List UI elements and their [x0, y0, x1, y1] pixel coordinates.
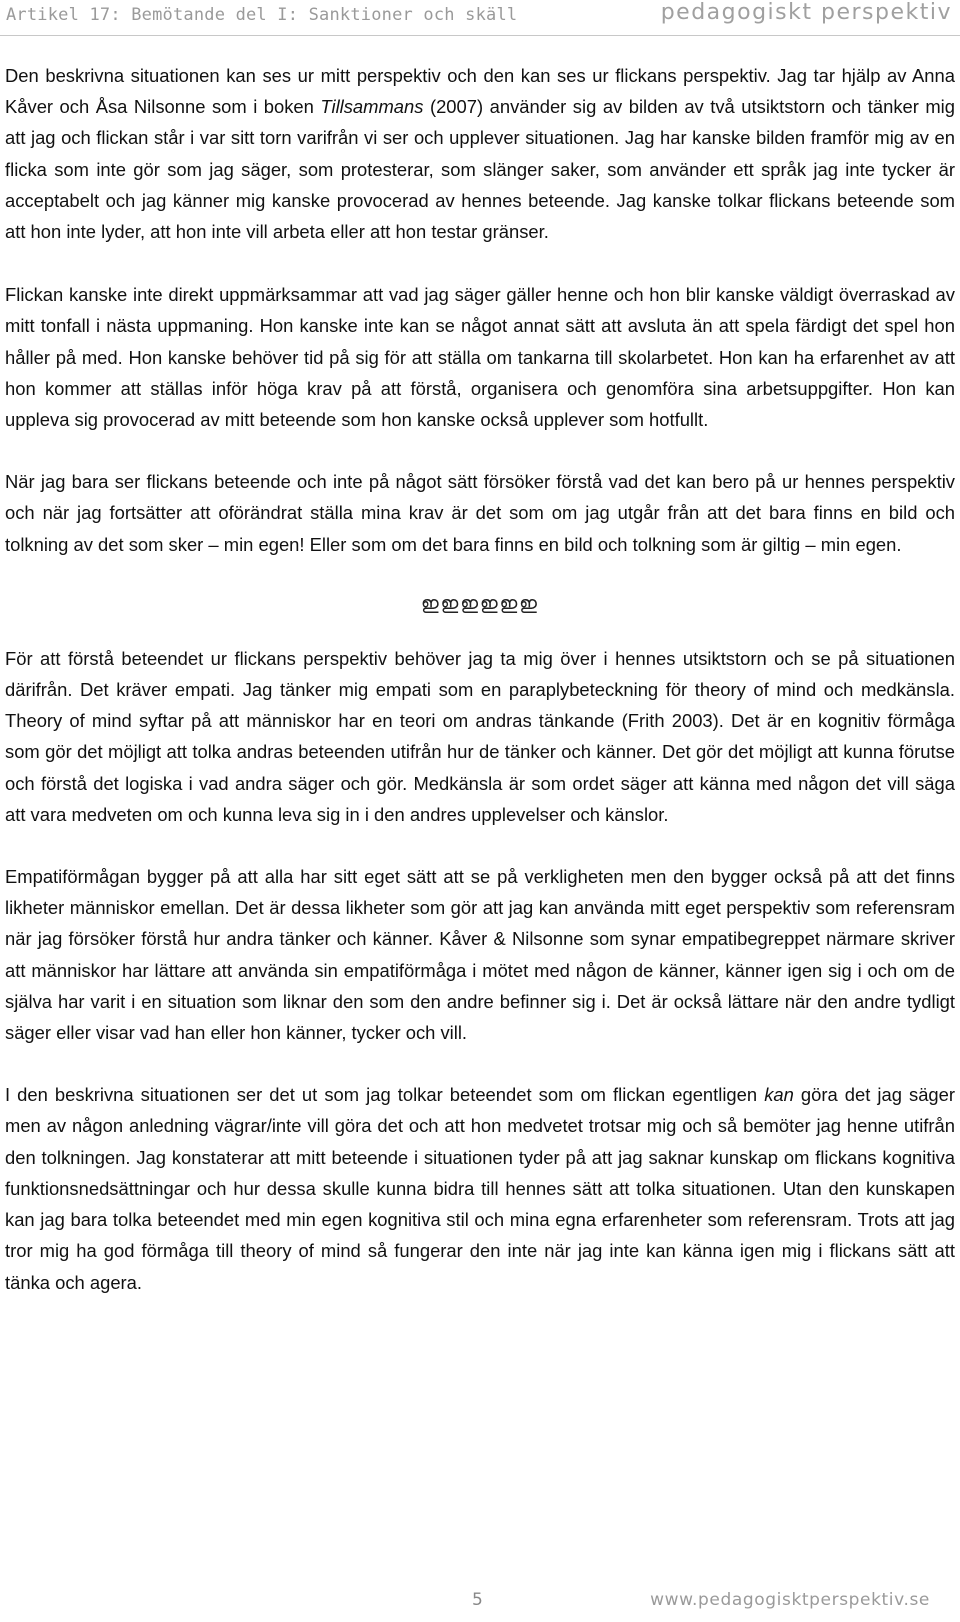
- emphasis: kan: [764, 1084, 794, 1106]
- paragraph: Empatiförmågan bygger på att alla har sitt eget sätt att se på verkligheten men den bygger också på att det finns likheter människor emellan. Det är dessa likheter som gör att jag kan använda mitt eget perspektiv som referensram när jag försöker förstå hur andra tänker och känner. Kåver & Nilsonne som synar empatibegreppet närmare skriver att människor har lättare att använda sin empatiförmåga i mötet med någon de känner, känner igen sig i och om de själva har varit i en situation som liknar den som den andre befinner sig i. Det är också lättare när den andre tydligt säger eller visar vad han eller hon känner, tycker och vill.: [5, 866, 955, 1044]
- paragraph: I den beskrivna situationen ser det ut som jag tolkar beteendet som om flickan egentligen kan göra det jag säger men av någon anledning vägrar/inte vill göra det och att hon medvetet trotsar mig och så bemöter jag henne utifrån den tolkningen. Jag konstaterar att mitt beteende i situationen tyder på att jag saknar kunskap om flickans kognitiva funktionsnedsättningar och hur dessa skulle kunna bidra till hennes sätt att tolka situationen. Utan den kunskapen kan jag bara tolka beteendet med min egen kognitiva stil och mina egna erfarenheter som referensram. Trots att jag tror mig ha god förmåga till theory of mind så fungerar den inte när jag inte kan känna igen mig i flickans sätt att tänka och agera.: [5, 1084, 956, 1293]
- brand-name: pedagogiskt perspektiv: [660, 0, 952, 25]
- paragraph: För att förstå beteendet ur flickans perspektiv behöver jag ta mig över i hennes utsiktstorn och se på situationen därifrån. Det kräver empati. Jag tänker mig empati som en paraplybeteckning för theory of mind och medkänsla. Theory of mind syftar på att människor har en teori om andras tänkande (Frith 2003). Det är en kognitiv förmåga som gör det möjligt att tolka andras beteenden utifrån hur de tänker och känner. Det gör det möjligt att kunna förutse och förstå det logiska i vad andra säger och gör. Medkänsla är som ordet säger att känna med någon det vill säga att vara medveten om och kunna leva sig in i den andres upplevelser och känslor.: [5, 647, 955, 825]
- page-footer: [0, 1588, 960, 1618]
- article-title: Artikel 17: Bemötande del I: Sanktioner och skäll: [6, 5, 518, 25]
- book-title: Tillsammans: [320, 96, 424, 118]
- website-url: www.pedagogisktperspektiv.se: [650, 1590, 930, 1610]
- header-divider: [0, 35, 960, 36]
- article-body: [5, 60, 955, 1329]
- paragraph: När jag bara ser flickans beteende och inte på något sätt försöker förstå vad det kan bero på ur hennes perspektiv och när jag fortsätter att oförändrat ställa mina krav är det som om jag utgår från att det bara finns en bild och tolkning av det som sker – min egen! Eller som om det bara finns en bild och tolkning som är giltig – min egen.: [5, 471, 955, 555]
- page-header: [0, 0, 960, 40]
- section-divider: ഇഇഇഇഇഇ: [421, 592, 539, 614]
- paragraph: Flickan kanske inte direkt uppmärksammar att vad jag säger gäller henne och hon blir kanske väldigt överraskad av mitt tonfall i nästa uppmaning. Hon kanske inte kan se något annat sätt att avsluta än att spela färdigt det spel hon håller på med. Hon kanske behöver tid på sig för att ställa om tankarna till skolarbetet. Hon kan ha erfarenhet av att hon kommer att ställas inför höga krav på att förstå, organisera och genomföra sina arbetsuppgifter. Hon kan uppleva sig provocerad av mitt beteende som hon kanske också upplever som hotfullt.: [5, 284, 955, 431]
- paragraph: Den beskrivna situationen kan ses ur mitt perspektiv och den kan ses ur flickans perspektiv. Jag tar hjälp av Anna Kåver och Åsa Nilsonne som i boken Tillsammans (2007) använder sig av bilden av två utsiktstorn och tänker mig att jag och flickan står i var sitt torn varifrån vi ser och upplever situationen. Jag har kanske bilden framför mig av en flicka som inte gör som jag säger, som protesterar, som slänger saker, som använder ett språk jag inte tycker är acceptabelt och jag känner mig kanske provocerad av hennes beteende. Jag kanske tolkar flickans beteende som att hon inte lyder, att hon inte vill arbeta eller att hon testar gränser.: [5, 65, 956, 243]
- page-number: 5: [472, 1590, 483, 1610]
